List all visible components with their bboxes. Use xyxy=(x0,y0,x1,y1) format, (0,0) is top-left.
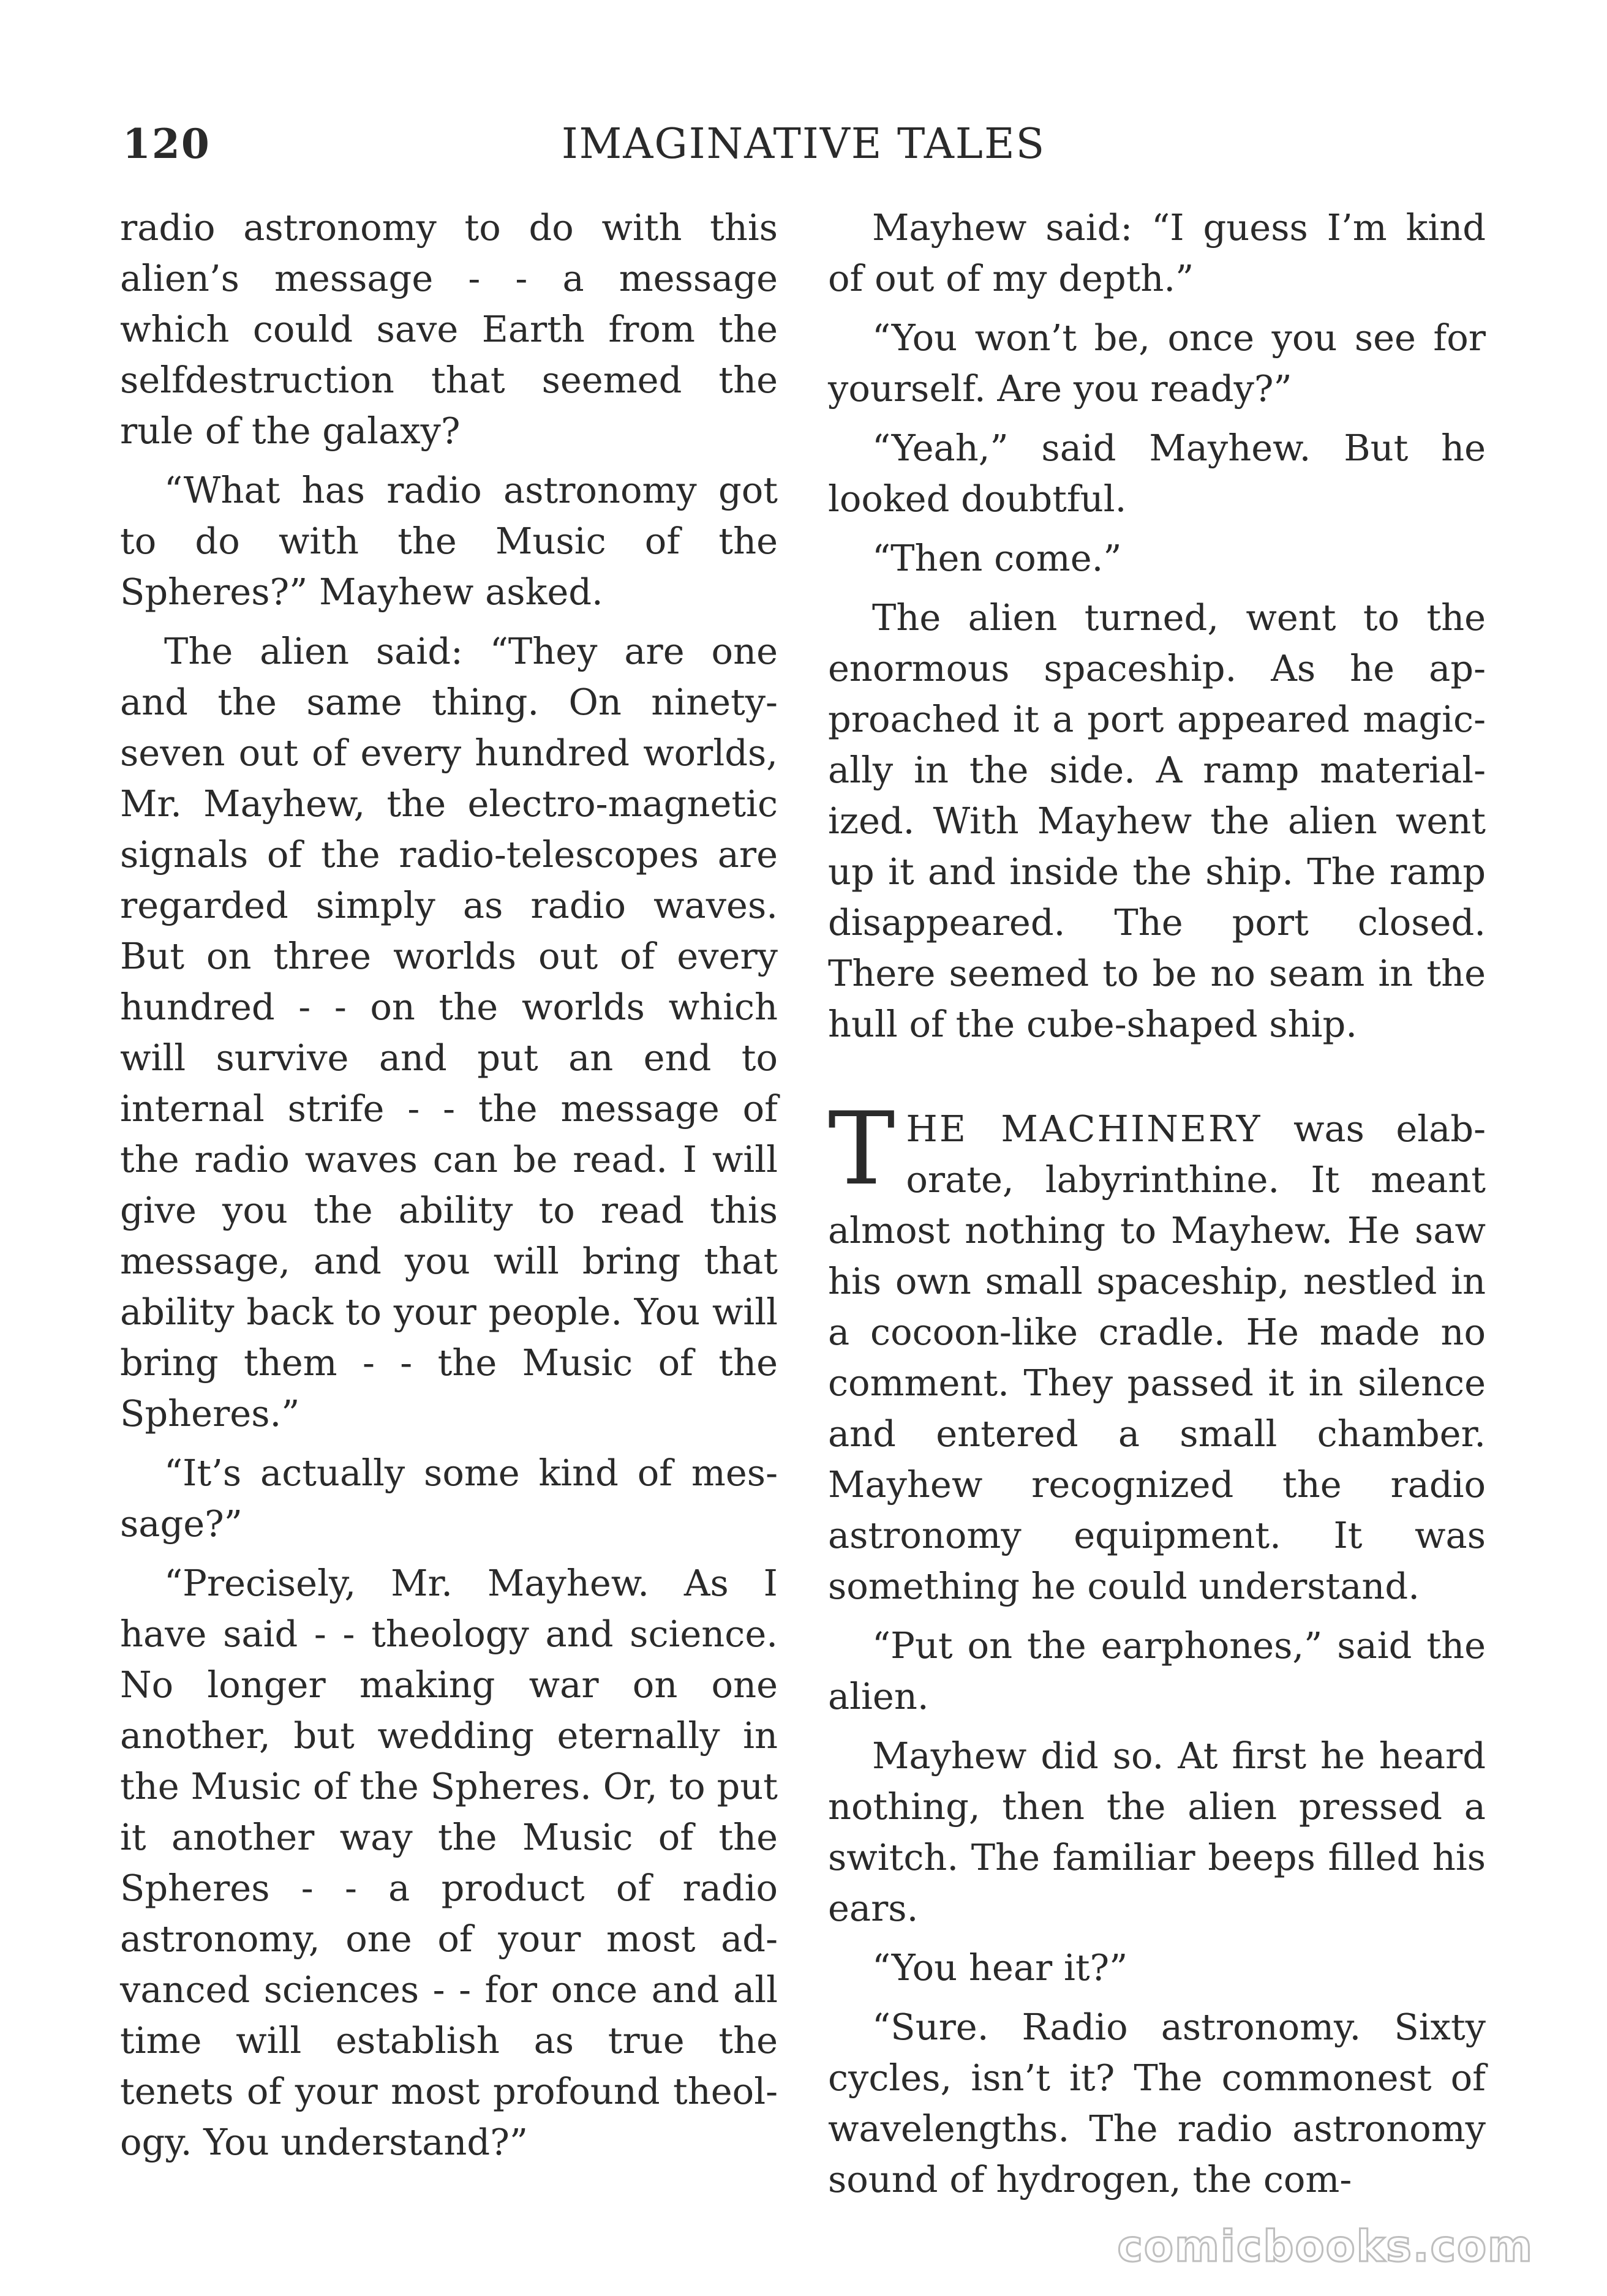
lead-caps: HE MACHINERY xyxy=(906,1108,1262,1150)
section-paragraph-3: Mayhew did so. At first he heard nothing, then the alien pressed a switch. The familiar beeps filled his ears. xyxy=(828,1735,1486,1929)
section-paragraph-4: “You hear it?” xyxy=(872,1946,1128,1989)
right-paragraph-4: “Then come.” xyxy=(872,537,1122,579)
right-paragraph-2: “You won’t be, once you see for yourself. Are you ready?” xyxy=(828,317,1486,410)
watermark-logo: comicbooks.com xyxy=(1117,2221,1534,2272)
right-paragraph-3: “Yeah,” said Mayhew. But he looked doubtful. xyxy=(828,427,1486,520)
section-paragraph-5: “Sure. Radio astronomy. Sixty cycles, isn’t it? The commonest of wavelengths. The radio astronomy sound of hydrogen, the com- xyxy=(828,2006,1486,2200)
left-paragraph-4: “It’s actually some kind of message?” xyxy=(120,1452,778,1545)
right-paragraph-5: The alien turned, went to the enormous spaceship. As he approached it a port appeared magically in the side. A ramp materialized. With Mayhew the alien went up it and inside the ship. The ramp disappeared. The port closed. There seemed to be no seam in the hull of the cube-shaped ship. xyxy=(828,596,1486,1045)
left-paragraph-5: “Precisely, Mr. Mayhew. As I have said - - theology and science. No longer making war on one another, but wedding eternally in the Music of the Spheres. Or, to put it another way the Music of the Spheres - - a product of radio astronomy, one of your most advanced sciences - - for once and all time will establish as true the tenets of your most profound theology. You understand?” xyxy=(120,1562,778,2163)
section-first-paragraph-text: was elaborate, labyrinthine. It meant almost nothing to Mayhew. He saw his own small spaceship, nestled in a cocoon-like cradle. He made no comment. They passed it in silence and entered a small chamber. Mayhew recognized the radio astronomy equipment. It was something he could understand. xyxy=(828,1108,1486,1607)
page-number: 120 xyxy=(122,120,211,168)
left-paragraph-2: “What has radio astronomy got to do with the Music of the Spheres?” Mayhew asked. xyxy=(120,469,778,613)
right-paragraph-1: Mayhew said: “I guess I’m kind of out of my depth.” xyxy=(828,206,1486,299)
section-break xyxy=(828,1058,1486,1103)
drop-cap: T xyxy=(828,1090,895,1207)
running-head: IMAGINATIVE TALES xyxy=(561,120,1046,168)
right-column xyxy=(828,202,1486,2213)
section-first-paragraph xyxy=(828,1090,1486,1611)
left-paragraph-3: The alien said: “They are one and the same thing. On ninety-seven out of every hundred worlds, Mr. Mayhew, the electro-magnetic signals of the radio-telescopes are regarded simply as radio waves. But on three worlds out of every hundred - - on the worlds which will survive and put an end to internal strife - - the message of the radio waves can be read. I will give you the ability to read this message, and you will bring that ability back to your people. You will bring them - - the Music of the Spheres.” xyxy=(120,630,778,1435)
section-paragraph-2: “Put on the earphones,” said the alien. xyxy=(828,1624,1486,1717)
left-paragraph-1: radio astronomy to do with this alien’s message - - a message which could save Earth from the selfdestruction that seemed the rule of the galaxy? xyxy=(120,206,778,452)
left-column xyxy=(120,202,778,2176)
